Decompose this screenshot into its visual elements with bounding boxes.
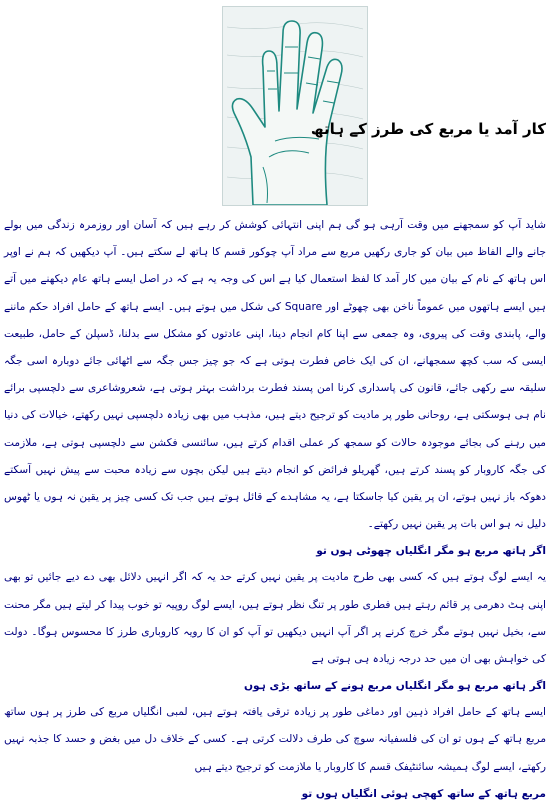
paragraph-long-fingers: ایسے ہاتھ کے حامل افراد ذہین اور دماغی طور پر زیادہ ترقی یافتہ ہوتے ہیں، لمبی انگلیاں مربع کی طرز پر ہوں ساتھ مربع ہاتھ کے ہوں تو ان کی فلسفیانہ سوچ کی طرف دلالت کرتی ہے۔ کسی کے خلاف دل میں بغض و حسد کا جذبہ نہیں رکھتے، ایسے لوگ ہمیشہ سائنٹیفک قسم کا کاروبار یا ملازمت کو ترجیح دیتے ہیں [4, 706, 546, 773]
page-title: کار آمد یا مربع کی طرز کے ہاتھ [310, 120, 546, 138]
intro-paragraph: شاید آپ کو سمجھنے میں وقت آرہی ہو گی ہم اپنی انتہائی کوشش کر رہے ہیں کہ آسان اور روزمرہ زندگی میں بولے جانے والے الفاظ میں بیان کو جاری رکھیں مربع سے مراد آپ چوکور قسم کا ہاتھ لے سکتے ہیں۔ آپ دیکھیں کہ ہم نے اوپر اس ہاتھ کے نام کے بیان میں کار آمد کا لفظ استعمال کیا ہے اس کی وجہ یہ ہے کہ در اصل ایسے ہاتھ عام دیکھنے میں آتے ہیں ایسے ہاتھوں میں عموماً ناخن بھی چھوٹے اور Square کی شکل میں ہوتے ہیں۔ ایسے ہاتھ کے حامل افراد حکم ماننے والے، پابندی وقت کی پیروی، وہ جمعی سے اپنا کام انجام دینا، اپنی عادتوں کو مشکل سے بدلنا، ڈسپلن کے حامل، طبیعت ایسی کہ سب کچھ سمجھانے، ان کی ایک خاص فطرت ہوتی ہے کہ جو چیز جس جگہ سے اٹھائی جائے دوبارہ اسی جگہ سلیقہ سے رکھی جائے، قانون کی پاسداری کرنا امن پسند فطرت برداشت بہتر ہوتی ہے، شعروشاعری سے دلچسپی برائے نام ہی ہوسکتی ہے، روحانی طور پر مادیت کو ترجیح دیتے ہیں، مذہب میں بھی زیادہ دلچسپی نہیں رکھتے، خیالات کی دنیا میں رہنے کی بجائے موجودہ حالات کو سمجھ کر عملی اقدام کرتے ہیں، سائنسی فکشن سے دلچسپی ہوتی ہے، ملازمت کی جگہ کاروبار کو پسند کرتے ہیں، گھریلو فرائض کو انجام دیتے ہیں لیکن بچوں سے زیادہ محبت سے پیش نہیں آسکتے دھوکہ باز نہیں ہوتے، ان پر یقین کیا جاسکتا ہے، یہ مشاہدے کے قائل ہوتے ہیں جب تک کسی چیز پر یقین نہ ہوں یا ٹھوس دلیل نہ ہو اس بات پر یقین نہیں رکھتے۔ [4, 219, 546, 531]
section-heading-stretched-fingers: مربع ہاتھ کے ساتھ کھچی ہوئی انگلیاں ہوں تو [301, 787, 546, 800]
hand-figure [222, 6, 368, 206]
section-heading-short-fingers: اگر ہاتھ مربع ہو مگر انگلیاں چھوٹی ہوں تو [316, 545, 546, 558]
article-body [4, 212, 546, 807]
section-heading-long-fingers: اگر ہاتھ مربع ہو مگر انگلیاں مربع ہونے کے ساتھ بڑی ہوں [243, 680, 546, 693]
palm-hand-illustration [223, 7, 368, 206]
paragraph-short-fingers: یہ ایسے لوگ ہوتے ہیں کہ کسی بھی طرح مادیت پر یقین نہیں کرتے حد یہ کہ اگر انہیں دلائل بھی دے دیے جائیں تو بھی اپنی ہٹ دھرمی پر قائم رہتے ہیں فطری طور پر تنگ نظر ہوتے ہیں، ایسے لوگ روپیہ تو خوب پیدا کر لیتے ہیں مگر محنت سے، بخیل نہیں ہوتے مگر خرچ کرنے پر اگر آپ انہیں دیکھیں تو آپ کو ان کا رویہ کاروباری طرز کا محسوس ہوگا۔ دولت کی خواہش بھی ان میں حد درجہ زیادہ ہی ہوتی ہے [4, 571, 546, 666]
